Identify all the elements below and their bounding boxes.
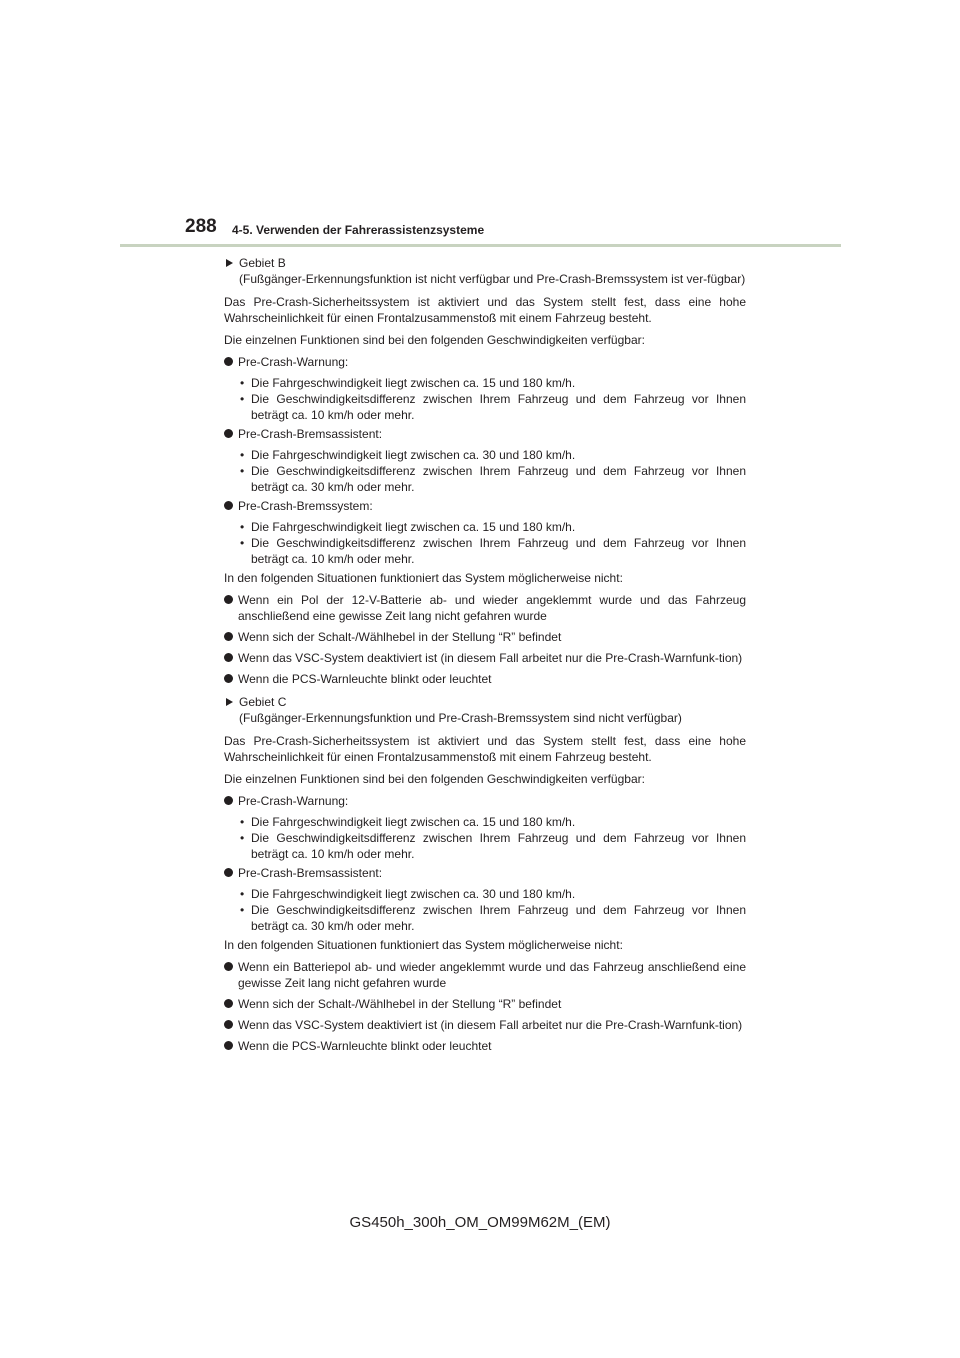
area-b-function-brake-system xyxy=(224,498,746,514)
condition-item xyxy=(224,463,746,495)
condition-text: Die Fahrgeschwindigkeit liegt zwischen ca. 30 und 180 km/h. xyxy=(251,887,576,901)
area-c-intro: Das Pre-Crash-Sicherheitssystem ist aktiviert und das System stellt fest, dass eine hohe Wahrscheinlichkeit für einen Frontalzusammenstoß mit einem Fahrzeug besteht. xyxy=(224,734,746,764)
function-label: Pre-Crash-Bremssystem: xyxy=(238,499,373,513)
area-b-situation xyxy=(224,629,746,645)
document-code: GS450h_300h_OM_OM99M62M_(EM) xyxy=(349,1214,611,1231)
condition-item xyxy=(224,519,746,535)
condition-item xyxy=(224,886,746,902)
condition-item xyxy=(224,375,746,391)
page-number: 288 xyxy=(185,216,217,237)
area-b-warning-conditions xyxy=(224,375,746,423)
area-c-heading xyxy=(224,694,746,726)
situation-text: Wenn sich der Schalt-/Wählhebel in der Stellung “R” befindet xyxy=(238,997,562,1011)
small-dot-icon: • xyxy=(240,887,245,901)
area-c-situation xyxy=(224,1038,746,1054)
situation-text: Wenn die PCS-Warnleuchte blinkt oder leuchtet xyxy=(238,672,492,686)
area-b-speeds-intro: Die einzelnen Funktionen sind bei den folgenden Geschwindigkeiten verfügbar: xyxy=(224,333,645,347)
area-c-speeds-intro: Die einzelnen Funktionen sind bei den folgenden Geschwindigkeiten verfügbar: xyxy=(224,772,645,786)
area-c-situation xyxy=(224,959,746,991)
small-dot-icon: • xyxy=(240,520,245,534)
condition-item xyxy=(224,535,746,567)
area-b-function-brake-assist xyxy=(224,426,746,442)
small-dot-icon: • xyxy=(240,376,245,390)
condition-text: Die Geschwindigkeitsdifferenz zwischen Ihrem Fahrzeug und dem Fahrzeug vor Ihnen beträgt ca. 10 km/h oder mehr. xyxy=(251,536,746,566)
area-b-situation xyxy=(224,671,746,687)
area-c-brake-assist-conditions xyxy=(224,886,746,934)
bullet-circle-icon xyxy=(224,1041,233,1050)
triangle-marker-icon xyxy=(226,259,233,267)
condition-item xyxy=(224,447,746,463)
area-c-situation xyxy=(224,996,746,1012)
bullet-circle-icon xyxy=(224,429,233,438)
small-dot-icon: • xyxy=(240,448,245,462)
bullet-circle-icon xyxy=(224,962,233,971)
small-dot-icon: • xyxy=(240,903,245,917)
page-content xyxy=(224,255,746,1059)
condition-item xyxy=(224,902,746,934)
function-label: Pre-Crash-Warnung: xyxy=(238,355,349,369)
bullet-circle-icon xyxy=(224,999,233,1008)
small-dot-icon: • xyxy=(240,815,245,829)
small-dot-icon: • xyxy=(240,536,245,550)
condition-text: Die Geschwindigkeitsdifferenz zwischen Ihrem Fahrzeug und dem Fahrzeug vor Ihnen beträgt ca. 10 km/h oder mehr. xyxy=(251,831,746,861)
area-c-subtitle: (Fußgänger-Erkennungsfunktion und Pre-Crash-Bremssystem sind nicht verfügbar) xyxy=(239,711,682,725)
condition-item xyxy=(224,830,746,862)
situation-text: Wenn ein Pol der 12-V-Batterie ab- und wieder angeklemmt wurde und das Fahrzeug anschließend eine gewisse Zeit lang nicht gefahren wurde xyxy=(238,593,746,623)
condition-text: Die Fahrgeschwindigkeit liegt zwischen ca. 15 und 180 km/h. xyxy=(251,815,576,829)
bullet-circle-icon xyxy=(224,632,233,641)
bullet-circle-icon xyxy=(224,357,233,366)
function-label: Pre-Crash-Warnung: xyxy=(238,794,349,808)
condition-text: Die Fahrgeschwindigkeit liegt zwischen ca. 15 und 180 km/h. xyxy=(251,520,576,534)
area-b-heading xyxy=(224,255,746,287)
situation-text: Wenn das VSC-System deaktiviert ist (in diesem Fall arbeitet nur die Pre-Crash-Warnfunk-tion) xyxy=(238,1018,743,1032)
situation-text: Wenn die PCS-Warnleuchte blinkt oder leuchtet xyxy=(238,1039,492,1053)
bullet-circle-icon xyxy=(224,674,233,683)
condition-text: Die Fahrgeschwindigkeit liegt zwischen ca. 30 und 180 km/h. xyxy=(251,448,576,462)
small-dot-icon: • xyxy=(240,464,245,478)
condition-text: Die Geschwindigkeitsdifferenz zwischen Ihrem Fahrzeug und dem Fahrzeug vor Ihnen beträgt ca. 30 km/h oder mehr. xyxy=(251,464,746,494)
situation-text: Wenn ein Batteriepol ab- und wieder angeklemmt wurde und das Fahrzeug anschließend eine gewisse Zeit lang nicht gefahren wurde xyxy=(238,960,746,990)
area-c-situation xyxy=(224,1017,746,1033)
area-c-function-brake-assist xyxy=(224,865,746,881)
area-b-situation xyxy=(224,650,746,666)
bullet-circle-icon xyxy=(224,653,233,662)
small-dot-icon: • xyxy=(240,831,245,845)
small-dot-icon: • xyxy=(240,392,245,406)
section-title: 4-5. Verwenden der Fahrerassistenzsysteme xyxy=(232,223,485,237)
area-b-brake-system-conditions xyxy=(224,519,746,567)
condition-text: Die Geschwindigkeitsdifferenz zwischen Ihrem Fahrzeug und dem Fahrzeug vor Ihnen beträgt ca. 10 km/h oder mehr. xyxy=(251,392,746,422)
area-b-subtitle: (Fußgänger-Erkennungsfunktion ist nicht verfügbar und Pre-Crash-Bremssystem ist ver-fügbar) xyxy=(239,272,746,286)
area-b-brake-assist-conditions xyxy=(224,447,746,495)
bullet-circle-icon xyxy=(224,595,233,604)
situation-text: Wenn sich der Schalt-/Wählhebel in der Stellung “R” befindet xyxy=(238,630,562,644)
function-label: Pre-Crash-Bremsassistent: xyxy=(238,427,383,441)
area-b-situations-intro: In den folgenden Situationen funktioniert das System möglicherweise nicht: xyxy=(224,571,623,585)
condition-item xyxy=(224,391,746,423)
area-c-warning-conditions xyxy=(224,814,746,862)
page-header xyxy=(0,0,960,250)
area-b-title: Gebiet B xyxy=(239,256,286,270)
bullet-circle-icon xyxy=(224,796,233,805)
condition-text: Die Fahrgeschwindigkeit liegt zwischen ca. 15 und 180 km/h. xyxy=(251,376,576,390)
bullet-circle-icon xyxy=(224,868,233,877)
area-b-situation xyxy=(224,592,746,624)
area-c-situations-intro: In den folgenden Situationen funktioniert das System möglicherweise nicht: xyxy=(224,938,623,952)
area-c-function-warning xyxy=(224,793,746,809)
situation-text: Wenn das VSC-System deaktiviert ist (in diesem Fall arbeitet nur die Pre-Crash-Warnfunk-tion) xyxy=(238,651,743,665)
area-b-function-warning xyxy=(224,354,746,370)
condition-text: Die Geschwindigkeitsdifferenz zwischen Ihrem Fahrzeug und dem Fahrzeug vor Ihnen beträgt ca. 30 km/h oder mehr. xyxy=(251,903,746,933)
triangle-marker-icon xyxy=(226,698,233,706)
bullet-circle-icon xyxy=(224,1020,233,1029)
bullet-circle-icon xyxy=(224,501,233,510)
area-c-title: Gebiet C xyxy=(239,695,287,709)
header-divider xyxy=(120,244,841,247)
function-label: Pre-Crash-Bremsassistent: xyxy=(238,866,383,880)
condition-item xyxy=(224,814,746,830)
area-b-intro: Das Pre-Crash-Sicherheitssystem ist aktiviert und das System stellt fest, dass eine hohe Wahrscheinlichkeit für einen Frontalzusammenstoß mit einem Fahrzeug besteht. xyxy=(224,295,746,325)
